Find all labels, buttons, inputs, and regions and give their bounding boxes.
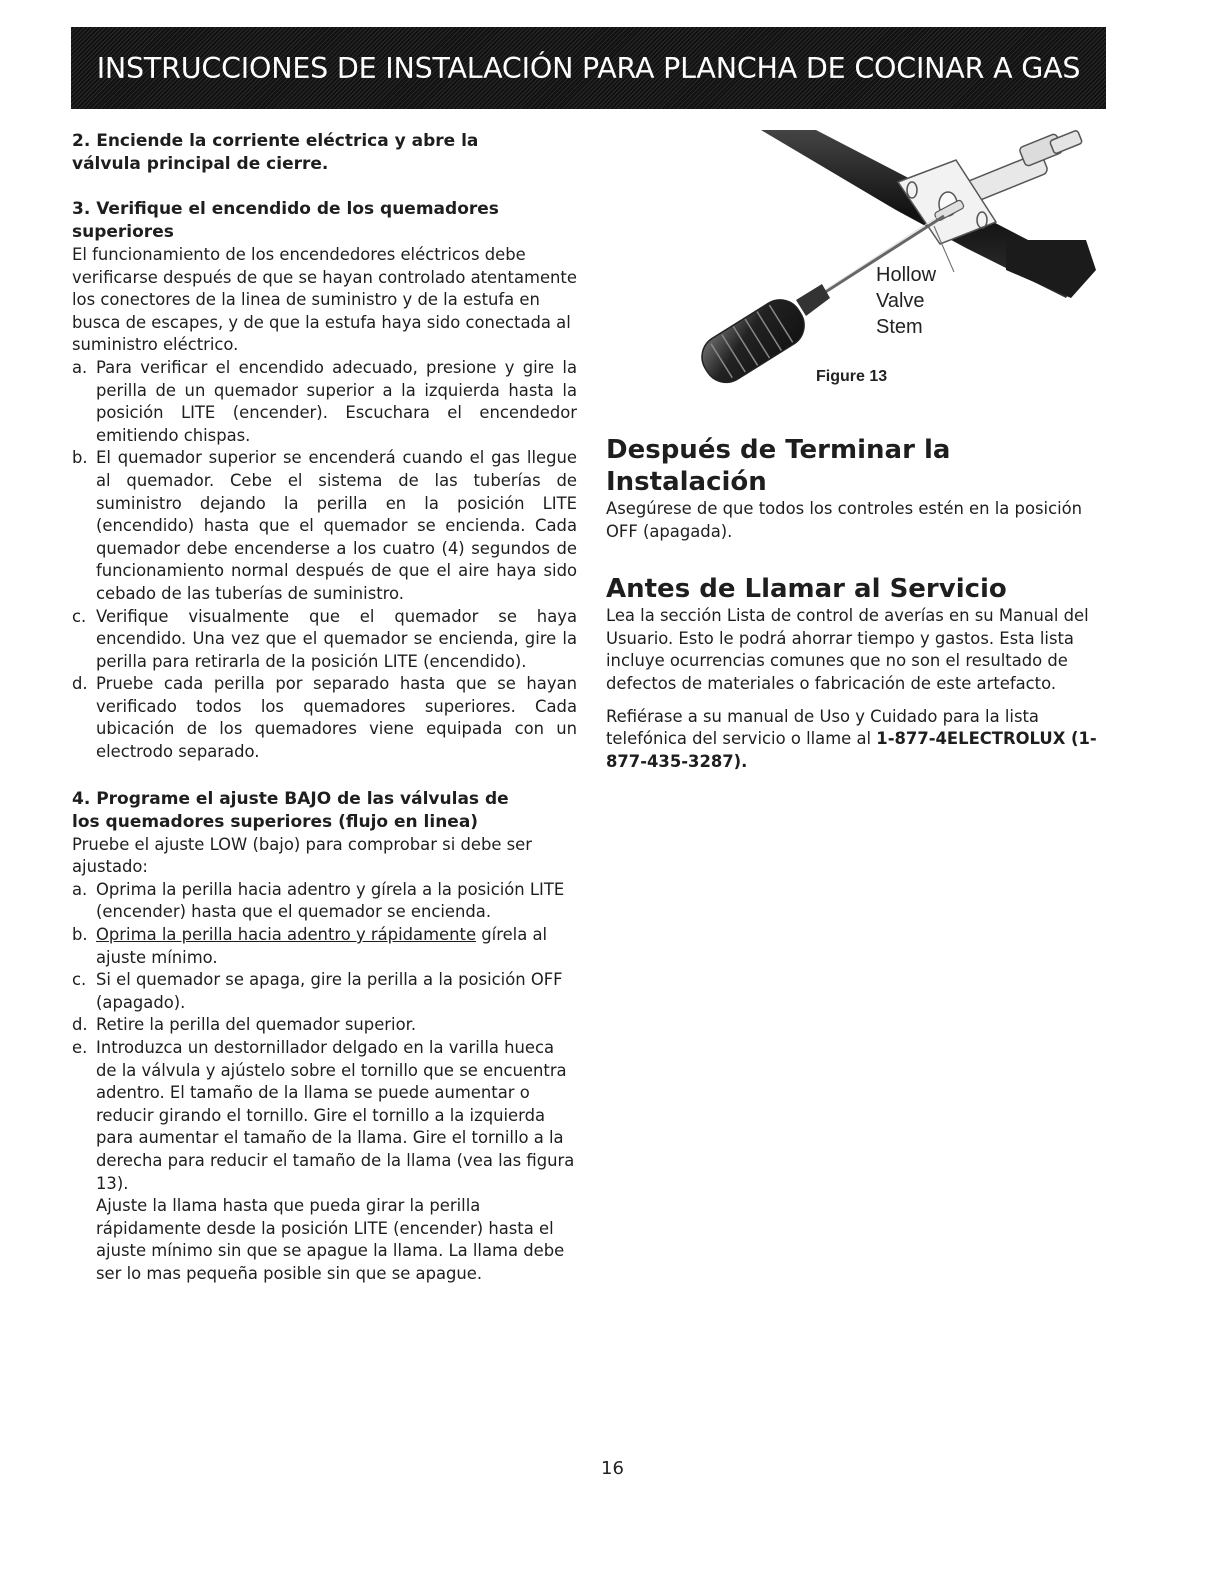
list-letter: c. xyxy=(72,970,87,990)
step-4-item-c xyxy=(72,969,577,1014)
step-3-item-c xyxy=(72,606,577,674)
step-3-item-d xyxy=(72,673,577,763)
before-service-title: Antes de Llamar al Servicio xyxy=(606,574,1007,605)
list-letter: b. xyxy=(72,448,88,468)
service-reference-text: Refiérase a su manual de Uso y Cuidado para la lista telefónica del servicio o llame al xyxy=(606,706,1039,749)
list-text: Introduzca un destornillador delgado en la varilla hueca de la válvula y ajústelo sobre el tornillo que se encuentra adentro. El tamaño de la llama se puede aumentar o reducir girando el tornillo. Gire el tornillo a la izquierda para aumentar el tamaño de la llama. Gire el tornillo a la derecha para reducir el tamaño de la llama (vea las figura 13). xyxy=(96,1038,575,1193)
list-text: Si el quemador se apaga, gire la perilla a la posición OFF (apagado). xyxy=(96,970,563,1012)
step-4-heading: 4. Programe el ajuste BAJO de las válvulas de los quemadores superiores (flujo en linea) xyxy=(72,788,509,832)
step-4-item-d xyxy=(72,1014,577,1037)
step-4-item-b xyxy=(72,924,577,969)
list-letter: a. xyxy=(72,357,88,377)
list-text: El quemador superior se encenderá cuando el gas llegue al quemador. Cebe el sistema de las tuberías de suministro dejando la perilla en la posición LITE (encendido) hasta que el quemador se encienda. Cada quemador debe encenderse a los cuatro (4) segundos de funcionamiento normal después de que el aire haya sido cebado de las tuberías de suministro. xyxy=(96,448,577,603)
figure-caption: Figure 13 xyxy=(816,368,888,385)
list-letter: b. xyxy=(72,925,88,945)
list-text: gírela al ajuste mínimo. xyxy=(96,925,548,967)
label-valve: Valve xyxy=(876,290,925,312)
valve-screwdriver-illustration xyxy=(666,130,1096,392)
figure-13 xyxy=(666,130,1096,392)
step-2-heading: 2. Enciende la corriente eléctrica y abre la válvula principal de cierre. xyxy=(72,131,479,174)
right-column xyxy=(606,130,1106,773)
figure-label xyxy=(876,262,936,340)
underlined-text: Oprima la perilla hacia adentro y rápidamente xyxy=(96,925,477,945)
list-letter: e. xyxy=(72,1038,88,1057)
page-number: 16 xyxy=(601,1458,624,1479)
list-letter: d. xyxy=(72,1015,88,1035)
service-phone: 1-877-4ELECTROLUX (1-877-435-3287). xyxy=(606,729,1097,771)
step-4-item-a xyxy=(72,879,577,924)
list-text: Para verificar el encendido adecuado, presione y gire la perilla de un quemador superior a la izquierda hasta la posición LITE (encender). Escuchara el encendedor emitiendo chispas. xyxy=(96,357,577,445)
list-text: Pruebe cada perilla por separado hasta que se hayan verificado todos los quemadores superiores. Cada ubicación de los quemadores viene equipada con un electrodo separado. xyxy=(96,674,577,762)
step-3-item-a xyxy=(72,357,577,447)
service-reference xyxy=(606,706,1106,774)
screwdriver-handle xyxy=(694,292,813,391)
step-3-intro: El funcionamiento de los encendedores eléctricos debe verificarse después de que se hayan controlado atentamente los conectores de la linea de suministro y de la estufa en busca de escapes, y de que la estufa haya sido conectada al suministro eléctrico. xyxy=(72,245,577,355)
step-3-heading: 3. Verifique el encendido de los quemadores superiores xyxy=(72,199,499,242)
list-text: Retire la perilla del quemador superior. xyxy=(96,1015,417,1035)
label-hollow: Hollow xyxy=(876,264,937,286)
list-text: Oprima la perilla hacia adentro y gírela a la posición LITE (encender) hasta que el quemador se encienda. xyxy=(96,879,565,922)
step-3-item-b xyxy=(72,447,577,605)
before-service-text: Lea la sección Lista de control de averías en su Manual del Usuario. Esto le podrá ahorrar tiempo y gastos. Esta lista incluye ocurrencias comunes que no son el resultado de defectos de materiales o fabricación de este artefacto. xyxy=(606,606,1089,693)
list-text: Verifique visualmente que el quemador se haya encendido. Una vez que el quemador se encienda, gire la perilla para retirarla de la posición LITE (encendido). xyxy=(96,606,577,671)
left-column xyxy=(72,130,577,1286)
step-4-intro: Pruebe el ajuste LOW (bajo) para comprobar si debe ser ajustado: xyxy=(72,834,533,877)
list-letter: c. xyxy=(72,606,87,626)
step-4-item-e xyxy=(72,1037,577,1286)
list-letter: d. xyxy=(72,674,88,694)
after-installation-text: Asegúrese de que todos los controles estén en la posición OFF (apagada). xyxy=(606,499,1083,541)
after-installation-title: Después de Terminar la Instalación xyxy=(606,435,951,497)
label-stem: Stem xyxy=(876,316,923,338)
page-banner xyxy=(71,27,1106,109)
list-letter: a. xyxy=(72,879,88,899)
page-title: INSTRUCCIONES DE INSTALACIÓN PARA PLANCHA DE COCINAR A GAS xyxy=(96,51,1081,85)
list-text-extra: Ajuste la llama hasta que pueda girar la perilla rápidamente desde la posición LITE (encender) hasta el ajuste mínimo sin que se apague la llama. La llama debe ser lo mas pequeña posible sin que se apague. xyxy=(96,1196,565,1283)
